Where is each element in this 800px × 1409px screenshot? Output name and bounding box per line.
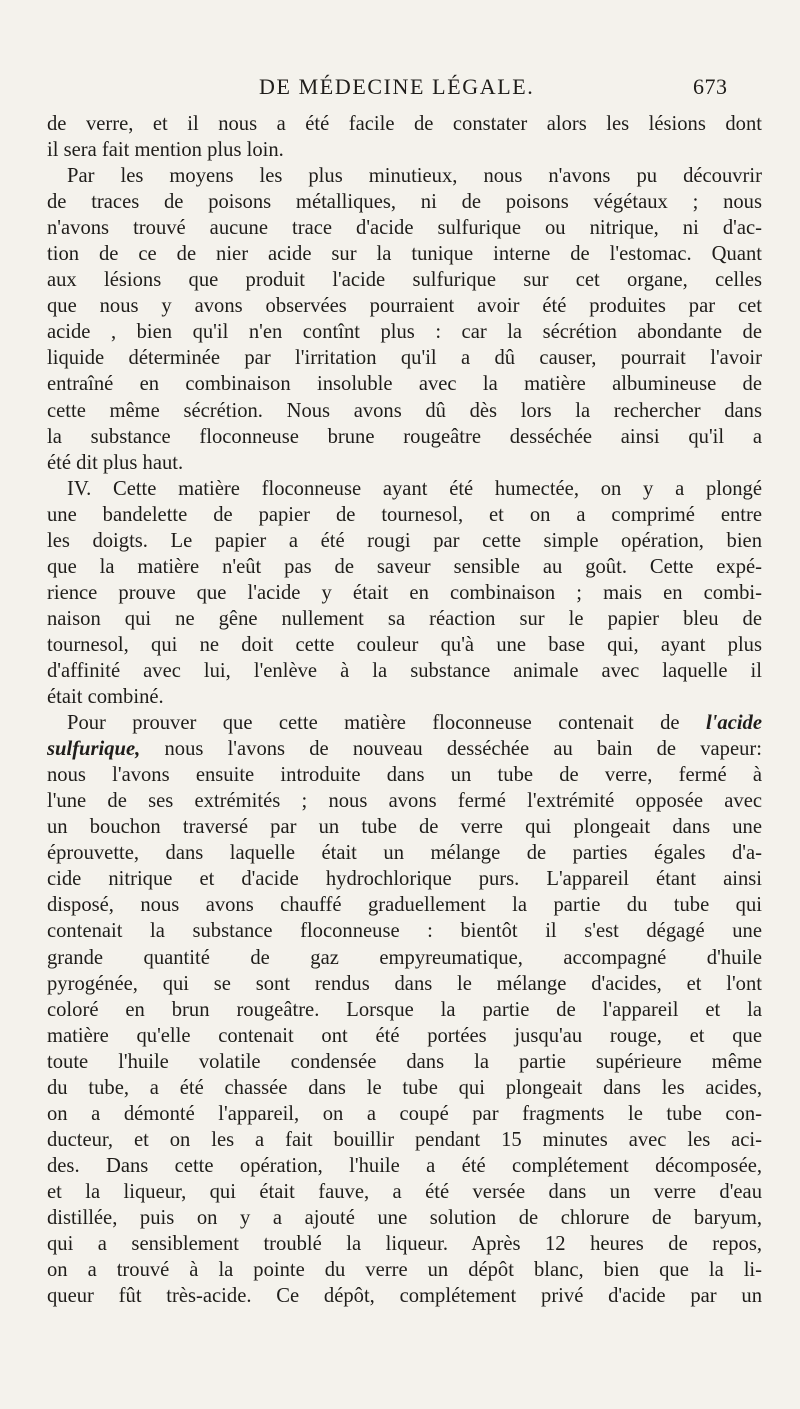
text-line	[47, 1283, 762, 1309]
text-line	[47, 945, 762, 971]
text-line	[47, 1023, 762, 1049]
text-line	[47, 241, 762, 267]
line-text: queur fût très-acide. Ce dépôt, complétement privé d'acide par un	[47, 1285, 762, 1308]
line-text: il sera fait mention plus loin.	[47, 139, 284, 162]
line-text: tion de ce de nier acide sur la tunique interne de l'estomac. Quant	[47, 243, 762, 266]
text-line	[47, 1101, 762, 1127]
text-line	[47, 450, 762, 476]
line-text: aux lésions que produit l'acide sulfurique sur cet organe, celles	[47, 269, 762, 292]
text-line	[47, 606, 762, 632]
line-text: d'affinité avec lui, l'enlève à la substance animale avec laquelle il	[47, 659, 762, 682]
text-line	[47, 918, 762, 944]
page-number: 673	[693, 74, 728, 99]
line-text: du tube, a été chassée dans le tube qui plongeait dans les acides,	[47, 1076, 762, 1099]
text-line	[47, 1075, 762, 1101]
text-line	[47, 658, 762, 684]
text-line	[47, 137, 762, 163]
text-line	[47, 1049, 762, 1075]
text-line	[47, 840, 762, 866]
body-text	[47, 111, 762, 1309]
text-line	[47, 814, 762, 840]
text-line	[47, 971, 762, 997]
line-text: cette même sécrétion. Nous avons dû dès lors la rechercher dans	[47, 399, 762, 422]
line-text: grande quantité de gaz empyreumatique, accompagné d'huile	[47, 946, 762, 969]
line-text: naison qui ne gêne nullement sa réaction sur le papier bleu de	[47, 607, 762, 630]
text-line	[47, 502, 762, 528]
line-text: nous l'avons de nouveau desséchée au bain de vapeur:	[140, 738, 762, 761]
text-line	[47, 345, 762, 371]
line-text: toute l'huile volatile condensée dans la partie supérieure même	[47, 1050, 762, 1073]
text-line	[47, 736, 762, 762]
line-text: qui a sensiblement troublé la liqueur. Après 12 heures de repos,	[47, 1233, 762, 1256]
text-line	[47, 554, 762, 580]
line-text: rience prouve que l'acide y était en combinaison ; mais en combi-	[47, 581, 762, 604]
text-line	[47, 1257, 762, 1283]
text-line	[47, 1231, 762, 1257]
line-text: coloré en brun rougeâtre. Lorsque la partie de l'appareil et la	[47, 998, 762, 1021]
running-head	[0, 64, 800, 104]
text-line	[47, 866, 762, 892]
text-line	[47, 398, 762, 424]
text-line	[47, 163, 762, 189]
line-text: des. Dans cette opération, l'huile a été complétement décomposée,	[47, 1154, 762, 1177]
line-text: contenait la substance floconneuse : bientôt il s'est dégagé une	[47, 920, 762, 943]
text-line	[47, 684, 762, 710]
line-text: tournesol, qui ne doit cette couleur qu'à une base qui, ayant plus	[47, 633, 762, 656]
line-text: Par les moyens les plus minutieux, nous n'avons pu découvrir	[67, 165, 762, 188]
line-text: n'avons trouvé aucune trace d'acide sulfurique ou nitrique, ni d'ac-	[47, 217, 762, 240]
line-text: distillée, puis on y a ajouté une solution de chlorure de baryum,	[47, 1206, 762, 1229]
line-text: acide , bien qu'il n'en contînt plus : car la sécrétion abondante de	[47, 321, 762, 344]
line-text: de traces de poisons métalliques, ni de poisons végétaux ; nous	[47, 191, 762, 214]
line-text: éprouvette, dans laquelle était un mélange de parties égales d'a-	[47, 842, 762, 865]
text-line	[47, 1179, 762, 1205]
line-text: Pour prouver que cette matière floconneuse contenait de	[67, 712, 706, 735]
text-line	[47, 476, 762, 502]
italic-term: sulfurique,	[47, 738, 141, 761]
text-line	[47, 632, 762, 658]
line-text: de verre, et il nous a été facile de constater alors les lésions dont	[47, 113, 762, 135]
running-title: DE MÉDECINE LÉGALE.	[259, 74, 535, 99]
text-line	[47, 1127, 762, 1153]
line-text: été dit plus haut.	[47, 451, 184, 474]
line-text: ducteur, et on les a fait bouillir pendant 15 minutes avec les aci-	[47, 1128, 762, 1151]
line-text: un bouchon traversé par un tube de verre qui plongeait dans une	[47, 816, 762, 839]
line-text: entraîné en combinaison insoluble avec la matière albumineuse de	[47, 373, 762, 396]
line-text: que la matière n'eût pas de saveur sensible au goût. Cette expé-	[47, 555, 762, 578]
line-text: on a trouvé à la pointe du verre un dépôt blanc, bien que la li-	[47, 1259, 762, 1282]
text-line	[47, 762, 762, 788]
text-line	[47, 371, 762, 397]
line-text: et la liqueur, qui était fauve, a été versée dans un verre d'eau	[47, 1180, 762, 1203]
line-text: l'une de ses extrémités ; nous avons fermé l'extrémité opposée avec	[47, 790, 762, 813]
line-text: nous l'avons ensuite introduite dans un tube de verre, fermé à	[47, 764, 762, 787]
line-text: la substance floconneuse brune rougeâtre desséchée ainsi qu'il a	[47, 425, 762, 448]
text-line	[47, 580, 762, 606]
line-text: liquide déterminée par l'irritation qu'il a dû causer, pourrait l'avoir	[47, 347, 762, 370]
text-line	[47, 424, 762, 450]
italic-term: l'acide	[705, 712, 762, 735]
line-text: que nous y avons observées pourraient avoir été produites par cet	[47, 295, 762, 318]
text-line	[47, 293, 762, 319]
line-text: pyrogénée, qui se sont rendus dans le mélange d'acides, et l'ont	[47, 972, 762, 995]
text-line	[47, 788, 762, 814]
text-line	[47, 710, 762, 736]
text-line	[47, 997, 762, 1023]
text-line	[47, 111, 762, 137]
line-text: IV. Cette matière floconneuse ayant été humectée, on y a plongé	[67, 477, 762, 500]
line-text: cide nitrique et d'acide hydrochlorique purs. L'appareil étant ainsi	[47, 868, 762, 891]
line-text: était combiné.	[47, 686, 164, 709]
text-line	[47, 267, 762, 293]
text-line	[47, 319, 762, 345]
line-text: disposé, nous avons chauffé graduellement la partie du tube qui	[47, 894, 762, 917]
line-text: matière qu'elle contenait ont été portées jusqu'au rouge, et que	[47, 1024, 762, 1047]
line-text: les doigts. Le papier a été rougi par cette simple opération, bien	[47, 529, 762, 552]
text-line	[47, 189, 762, 215]
line-text: on a démonté l'appareil, on a coupé par fragments le tube con-	[47, 1102, 762, 1125]
text-line	[47, 528, 762, 554]
text-line	[47, 1153, 762, 1179]
line-text: une bandelette de papier de tournesol, et on a comprimé entre	[47, 503, 762, 526]
text-line	[47, 1205, 762, 1231]
text-line	[47, 892, 762, 918]
text-line	[47, 215, 762, 241]
